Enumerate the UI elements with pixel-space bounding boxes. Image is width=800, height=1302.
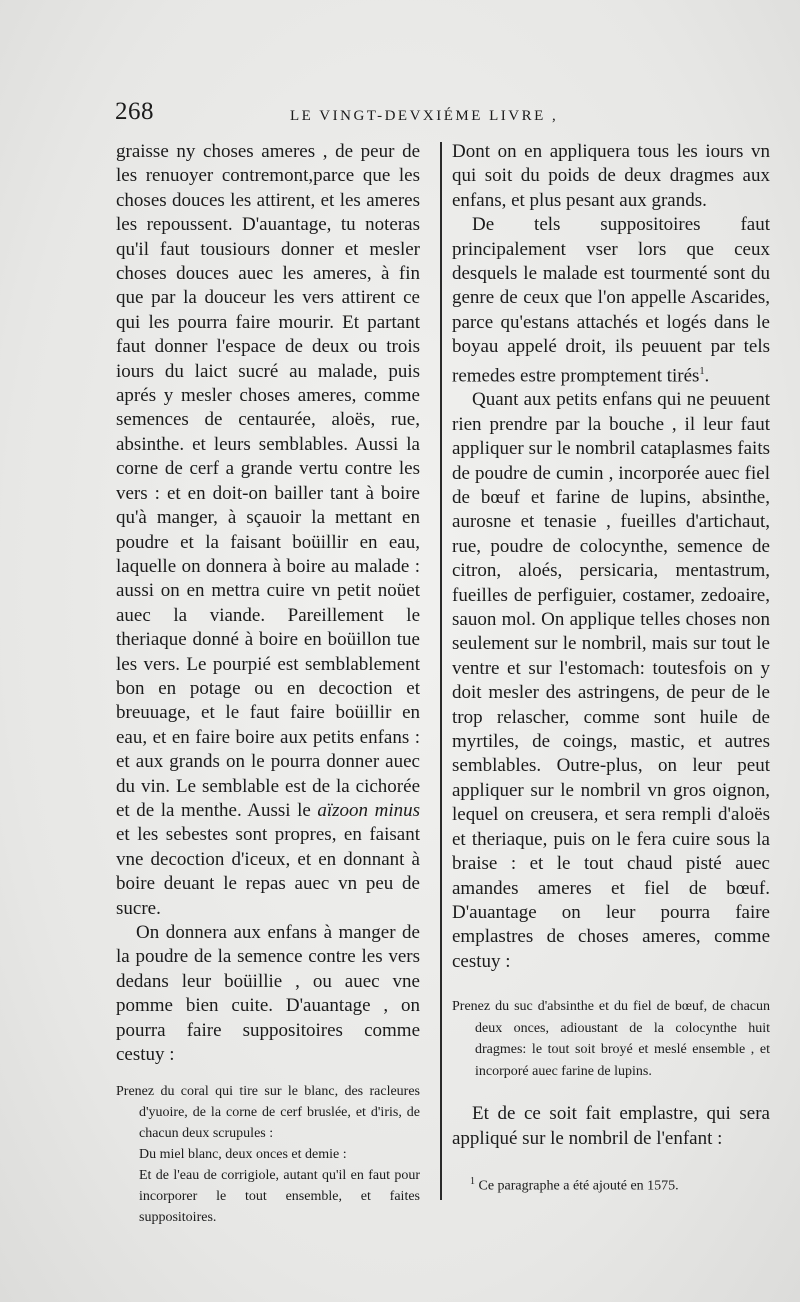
footnote-reference: 1 [699,365,705,377]
footnote: $^1$ Ce paragraphe a été ajouté en 1575. [470,1175,679,1194]
right-paragraph-1: Dont on en appliquera tous les iours vn qui soit du poids de deux dragmes aux enfans, et plus pesant aux grands. [452,141,770,211]
left-column [116,140,420,1228]
recipe-line: Prenez du suc d'absinthe et du fiel de bœuf, de chacun deux onces, adioustant de la colocynthe huit dragmes: le tout soit broyé et meslé ensemble , et incorporé auec farine de lupins. [452,999,770,1079]
right-paragraph-3: Quant aux petits enfans qui ne peuuent rien prendre par la bouche , il leur faut appliquer sur le nombril cataplasmes faits de poudre de cumin , incorporée auec fiel de bœuf et farine de lupins, absinthe, aurosne et tenasie , fueilles d'artichaut, rue, poudre de colocynthe, semence de citron, aloés, persicaria, mentastrum, fueilles de perfiguier, costamer, zedoaire, sauon mol. On applique telles choses non seulement sur le nombril, mais sur tout le ventre et sur l'estomach: toutesfois on y doit mesler des astringens, de peur de le trop relascher, comme sont huile de myrtiles, de coings, mastic, et autres semblables. Outre-plus, on leur peut appliquer sur le nombril vn gros oignon, lequel on creusera, et sera rempli d'aloës et theriaque, puis on le fera cuire sous la braise : et le tout chaud pisté auec amandes ameres et fiel de bœuf. D'auantage on leur pourra faire emplastres de choses ameres, comme cestuy : [452,389,770,972]
suppository-recipe [116,1081,420,1228]
left-paragraph-2: On donnera aux enfans à manger de la poudre de la semence contre les vers dedans leur boüillie , ou auec vne pomme bien cuite. D'auantage , on pourra faire suppositoires comme cestuy : [116,922,420,1066]
italic-term: aïzoon minus [317,799,420,821]
column-divider [440,142,442,1200]
page-number: 268 [115,98,154,125]
recipe-line: Et de l'eau de corrigiole, autant qu'il en faut pour incorporer le tout ensemble, et faites suppositoires. [139,1168,420,1226]
footnote-mark: 1 [470,1175,475,1187]
right-paragraph-4: Et de ce soit fait emplastre, qui sera appliqué sur le nombril de l'enfant : [452,1103,770,1149]
left-paragraph-1: graisse ny choses ameres , de peur de les renuoyer contremont,parce que les choses douces les attirent, et les ameres les repoussent. D'auantage, tu noteras qu'il faut tousiours donner et mesler choses douces auec les ameres, à fin que par la douceur les vers attirent ce qui les pourra faire mourir. Et partant faut donner l'espace de deux ou trois iours du laict sucré au malade, puis aprés y mesler choses ameres, comme semences de centaurée, aloës, rue, absinthe. et leurs semblables. Aussi la corne de cerf a grande vertu contre les vers : et en doit-on bailler tant à boire qu'à manger, à sçauoir la mettant en poudre et la faisant boüillir en eau, laquelle on donnera à boire au malade : aussi on en mettra cuire vn petit noüet auec la viande. Pareillement le theriaque donné à boire en boüillon tue les vers. Le pourpié est semblablement bon en potage ou en decoction et breuuage, et le faut faire boüillir en eau, et en faire boire aux petits enfans : et aux grands on le pourra donner auec du vin. Le semblable est de la cichorée et de la menthe. Aussi le aïzoon minus et les sebestes sont propres, en faisant vne decoction d'iceux, et en donnant à boire deuant le repas auec vn peu de sucre. [116,141,420,919]
recipe-line: Du miel blanc, deux onces et demie : [139,1147,347,1163]
page-header [105,98,765,132]
right-paragraph-2: De tels suppositoires faut principalement vser lors que ceux desquels le malade est tourmenté sont du genre de ceux que l'on appelle Ascarides, parce qu'estans attachés et logés dans le boyau appelé droit, ils peuuent par tels remedes estre promptement tirés$^1$. [452,214,770,386]
right-column [452,140,770,1196]
running-head: LE VINGT-DEVXIÉME LIVRE , [290,108,559,124]
plaster-recipe [452,996,770,1082]
recipe-line: Prenez du coral qui tire sur le blanc, des racleures d'yuoire, de la corne de cerf bruslée, et d'iris, de chacun deux scrupules : [116,1084,420,1142]
